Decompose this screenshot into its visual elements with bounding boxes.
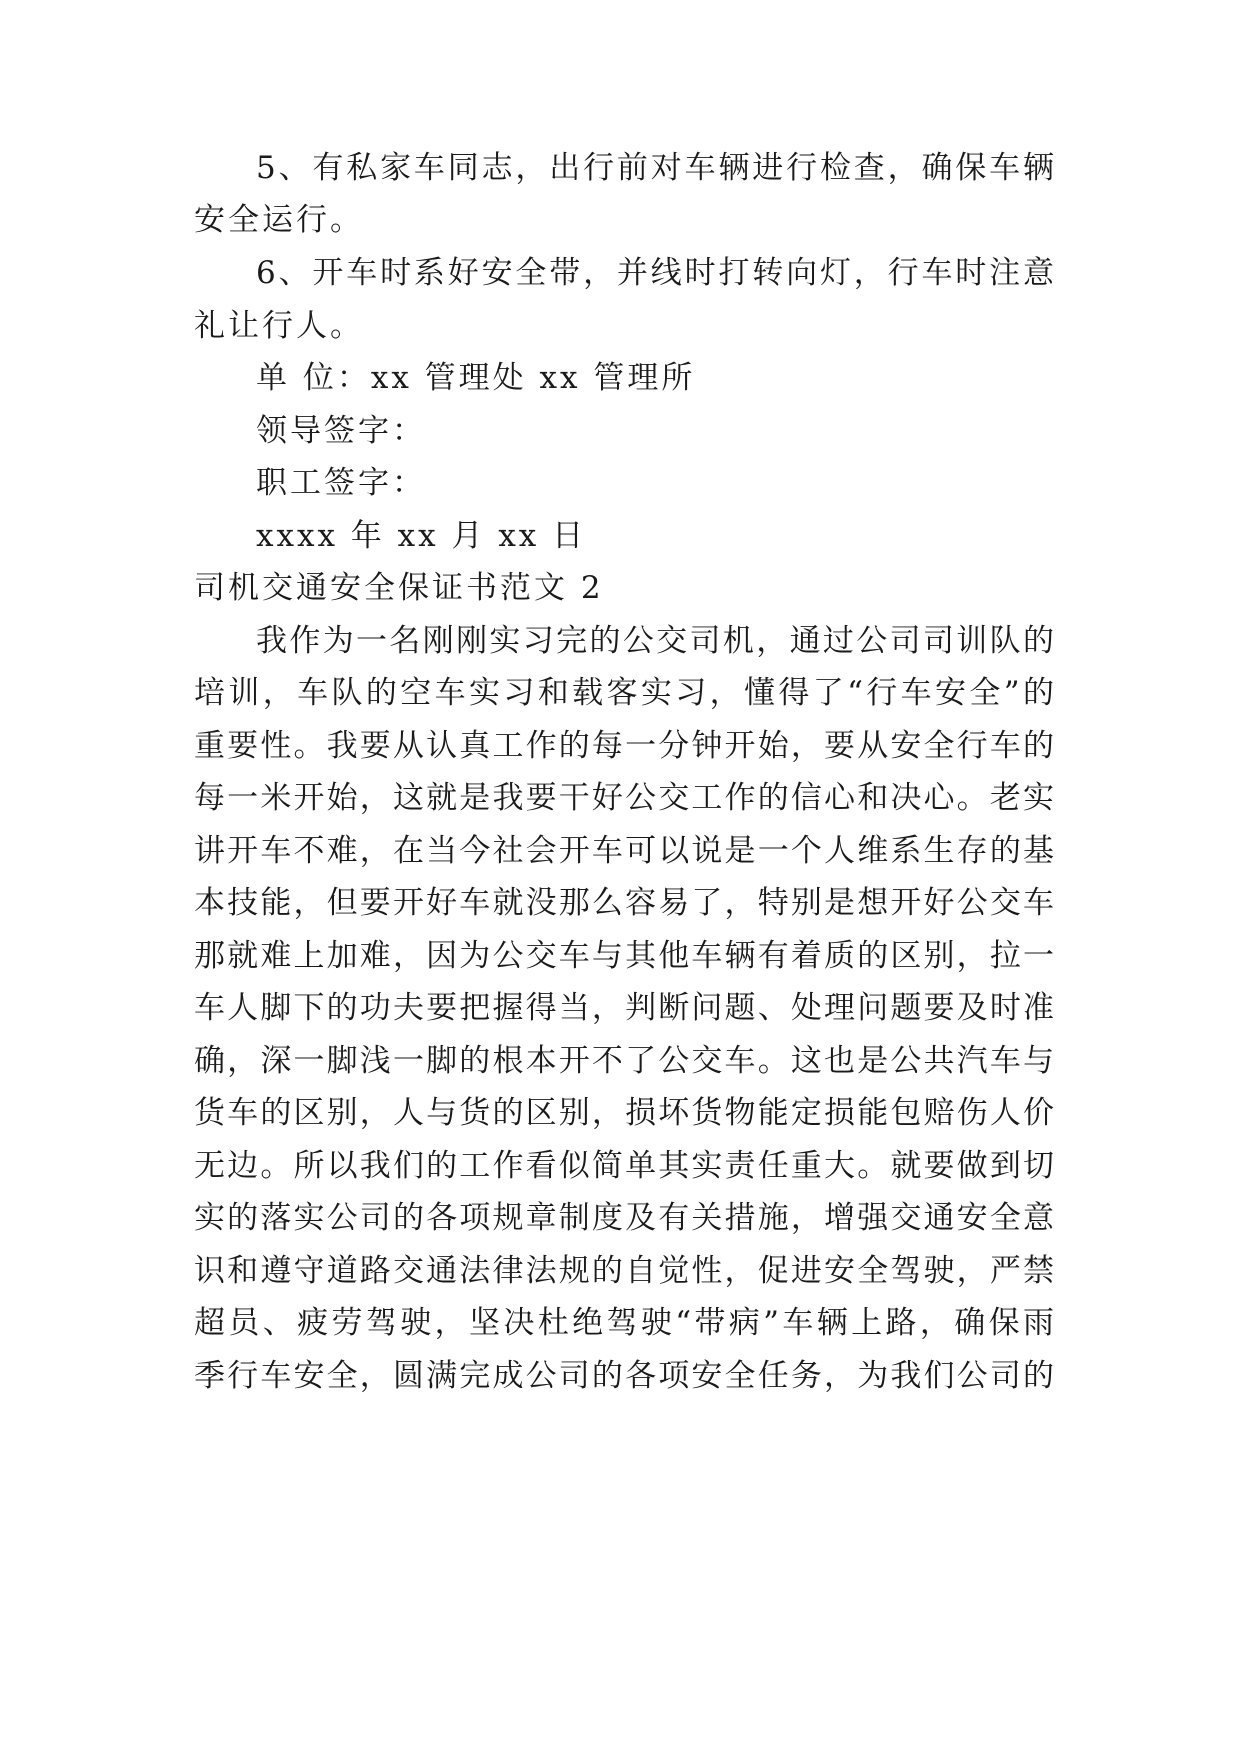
date-line: xxxx 年 xx 月 xx 日	[256, 518, 587, 554]
item6-line2: 礼让行人。	[194, 308, 364, 344]
item5-line1: 5、有私家车同志，出行前对车辆进行检查，确保车辆	[256, 150, 1054, 186]
unit-line: 单 位：xx 管理处 xx 管理所	[256, 360, 696, 396]
leader-signature: 领导签字：	[256, 413, 426, 449]
staff-signature: 职工签字：	[256, 465, 426, 501]
paragraph-line: 讲开车不难，在当今社会开车可以说是一个人维系生存的基	[194, 833, 1054, 869]
item6-line1: 6、开车时系好安全带，并线时打转向灯，行车时注意	[256, 255, 1054, 291]
paragraph-line: 车人脚下的功夫要把握得当，判断问题、处理问题要及时准	[194, 990, 1054, 1026]
paragraph-line: 确，深一脚浅一脚的根本开不了公交车。这也是公共汽车与	[194, 1043, 1054, 1079]
paragraph-line: 那就难上加难，因为公交车与其他车辆有着质的区别，拉一	[194, 938, 1054, 974]
paragraph-line: 实的落实公司的各项规章制度及有关措施，增强交通安全意	[194, 1200, 1054, 1236]
paragraph-line: 重要性。我要从认真工作的每一分钟开始，要从安全行车的	[194, 728, 1054, 764]
section-title: 司机交通安全保证书范文 2	[194, 570, 604, 606]
paragraph-line: 货车的区别，人与货的区别，损坏货物能定损能包赔伤人价	[194, 1095, 1054, 1131]
paragraph-line: 我作为一名刚刚实习完的公交司机，通过公司司训队的	[256, 623, 1054, 659]
paragraph-line: 无边。所以我们的工作看似简单其实责任重大。就要做到切	[194, 1148, 1054, 1184]
paragraph-line: 本技能，但要开好车就没那么容易了，特别是想开好公交车	[194, 885, 1054, 921]
item5-line2: 安全运行。	[194, 202, 364, 238]
paragraph-line: 季行车安全，圆满完成公司的各项安全任务，为我们公司的	[194, 1358, 1054, 1394]
paragraph-line: 识和遵守道路交通法律法规的自觉性，促进安全驾驶，严禁	[194, 1253, 1054, 1289]
paragraph-line: 超员、疲劳驾驶，坚决杜绝驾驶“带病”车辆上路，确保雨	[194, 1305, 1054, 1341]
paragraph-line: 每一米开始，这就是我要干好公交工作的信心和决心。老实	[194, 780, 1054, 816]
paragraph-line: 培训，车队的空车实习和载客实习，懂得了“行车安全”的	[194, 675, 1054, 711]
